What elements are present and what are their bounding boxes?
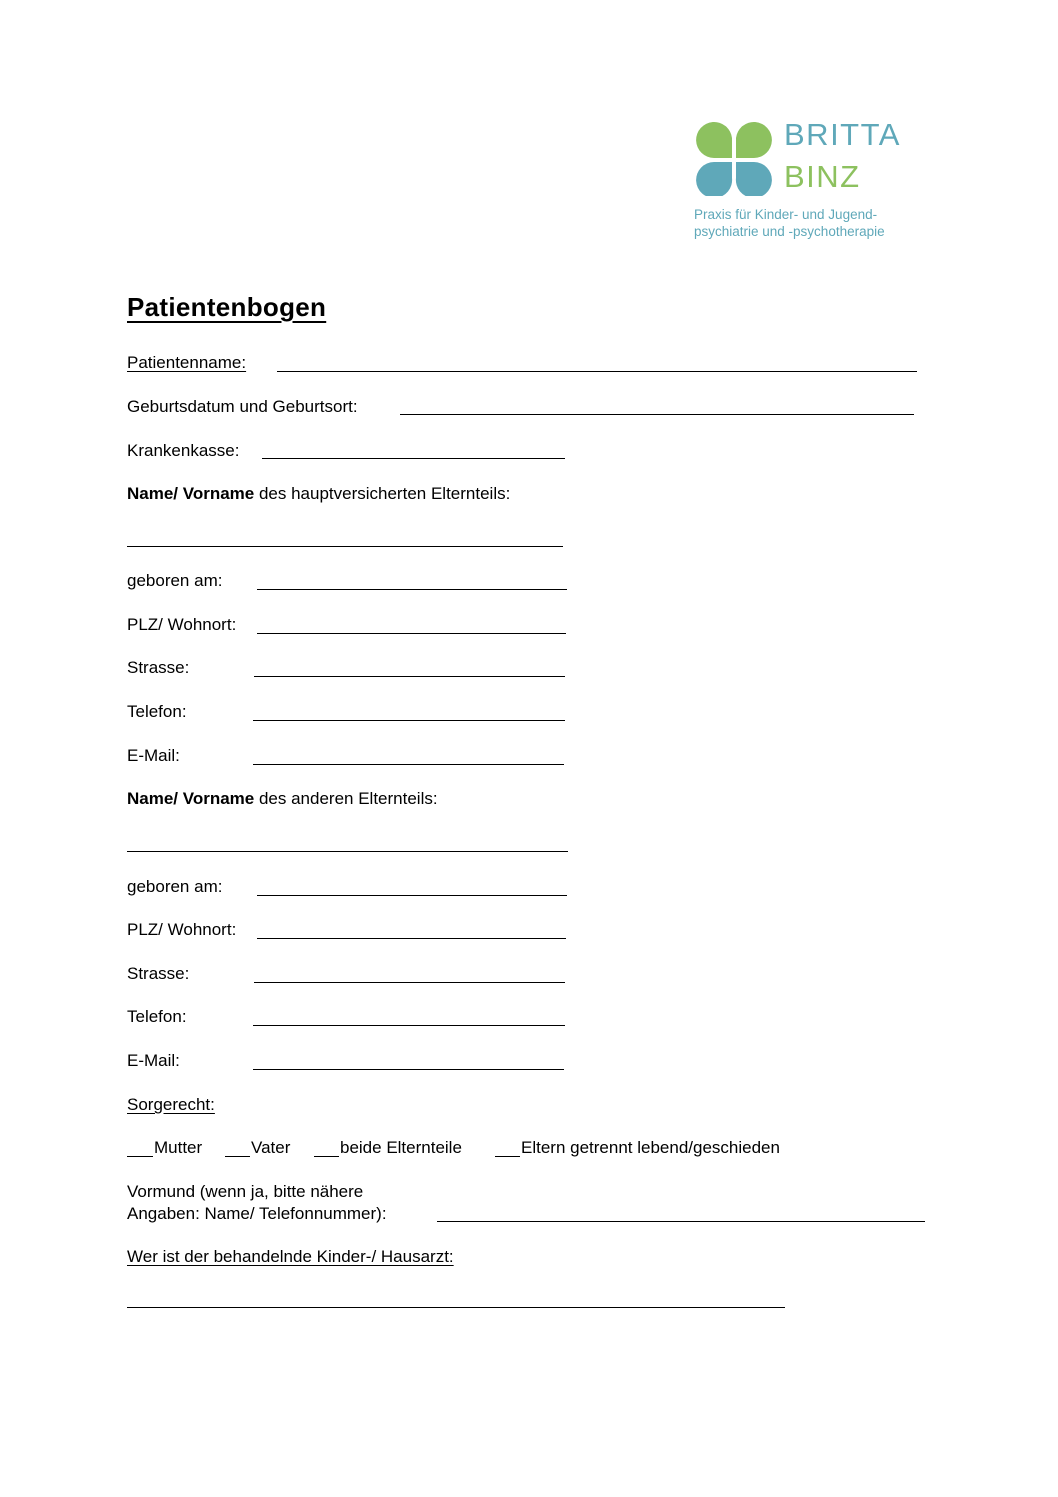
parent2-city-field[interactable] <box>257 938 566 939</box>
parent2-heading <box>127 789 438 809</box>
parent1-name-field[interactable] <box>127 546 563 547</box>
parent2-name-field[interactable] <box>127 851 568 852</box>
doctor-heading: Wer ist der behandelnde Kinder-/ Hausarzt: <box>127 1247 454 1266</box>
parent2-born-label: geboren am: <box>127 877 223 896</box>
page-title: Patientenbogen <box>127 292 327 322</box>
parent1-born-field[interactable] <box>257 589 567 590</box>
parent1-phone-field[interactable] <box>253 720 565 721</box>
custody-separated-label: Eltern getrennt lebend/geschieden <box>521 1138 780 1157</box>
custody-separated-blank[interactable] <box>495 1156 520 1157</box>
parent1-heading <box>127 484 510 504</box>
parent1-street-field[interactable] <box>254 676 565 677</box>
parent2-born-field[interactable] <box>257 895 567 896</box>
insurance-field[interactable] <box>262 458 565 459</box>
guardian-field[interactable] <box>437 1221 925 1222</box>
parent1-street-label: Strasse: <box>127 658 190 677</box>
custody-heading: Sorgerecht: <box>127 1095 215 1114</box>
guardian-label-line1: Vormund (wenn ja, bitte nähere <box>127 1182 364 1201</box>
parent2-email-field[interactable] <box>253 1069 564 1070</box>
custody-father-blank[interactable] <box>225 1156 250 1157</box>
logo-subtitle-line2: psychiatrie und -psychotherapie <box>694 224 885 239</box>
parent2-street-label: Strasse: <box>127 964 190 983</box>
birth-label: Geburtsdatum und Geburtsort: <box>127 397 358 416</box>
logo-name-last: BINZ <box>784 159 861 194</box>
custody-both-blank[interactable] <box>314 1156 339 1157</box>
parent2-street-field[interactable] <box>254 982 565 983</box>
parent1-heading-rest: des hauptversicherten Elternteils: <box>254 484 511 503</box>
parent2-email-label: E-Mail: <box>127 1051 180 1070</box>
parent1-email-field[interactable] <box>253 764 564 765</box>
parent1-city-field[interactable] <box>257 633 566 634</box>
custody-both-label: beide Elternteile <box>340 1138 462 1157</box>
custody-father-label: Vater <box>251 1138 291 1157</box>
custody-mother-label: Mutter <box>154 1138 203 1157</box>
custody-mother-blank[interactable] <box>127 1156 153 1157</box>
guardian-label-line2: Angaben: Name/ Telefonnummer): <box>127 1204 387 1223</box>
doctor-field[interactable] <box>127 1307 785 1308</box>
logo-subtitle-line1: Praxis für Kinder- und Jugend- <box>694 207 878 222</box>
birth-field[interactable] <box>400 414 914 415</box>
parent2-heading-rest: des anderen Elternteils: <box>254 789 438 808</box>
parent2-phone-label: Telefon: <box>127 1007 187 1026</box>
clover-logo-icon <box>694 120 774 196</box>
parent1-email-label: E-Mail: <box>127 746 180 765</box>
parent2-phone-field[interactable] <box>253 1025 565 1026</box>
parent2-heading-bold: Name/ Vorname <box>127 789 255 808</box>
parent1-city-label: PLZ/ Wohnort: <box>127 615 237 634</box>
insurance-label: Krankenkasse: <box>127 441 240 460</box>
parent1-phone-label: Telefon: <box>127 702 187 721</box>
logo-name-first: BRITTA <box>784 117 901 152</box>
parent1-heading-bold: Name/ Vorname <box>127 484 255 503</box>
patient-name-label: Patientenname: <box>127 353 247 372</box>
parent1-born-label: geboren am: <box>127 571 223 590</box>
parent2-city-label: PLZ/ Wohnort: <box>127 920 237 939</box>
patient-name-field[interactable] <box>277 371 917 372</box>
